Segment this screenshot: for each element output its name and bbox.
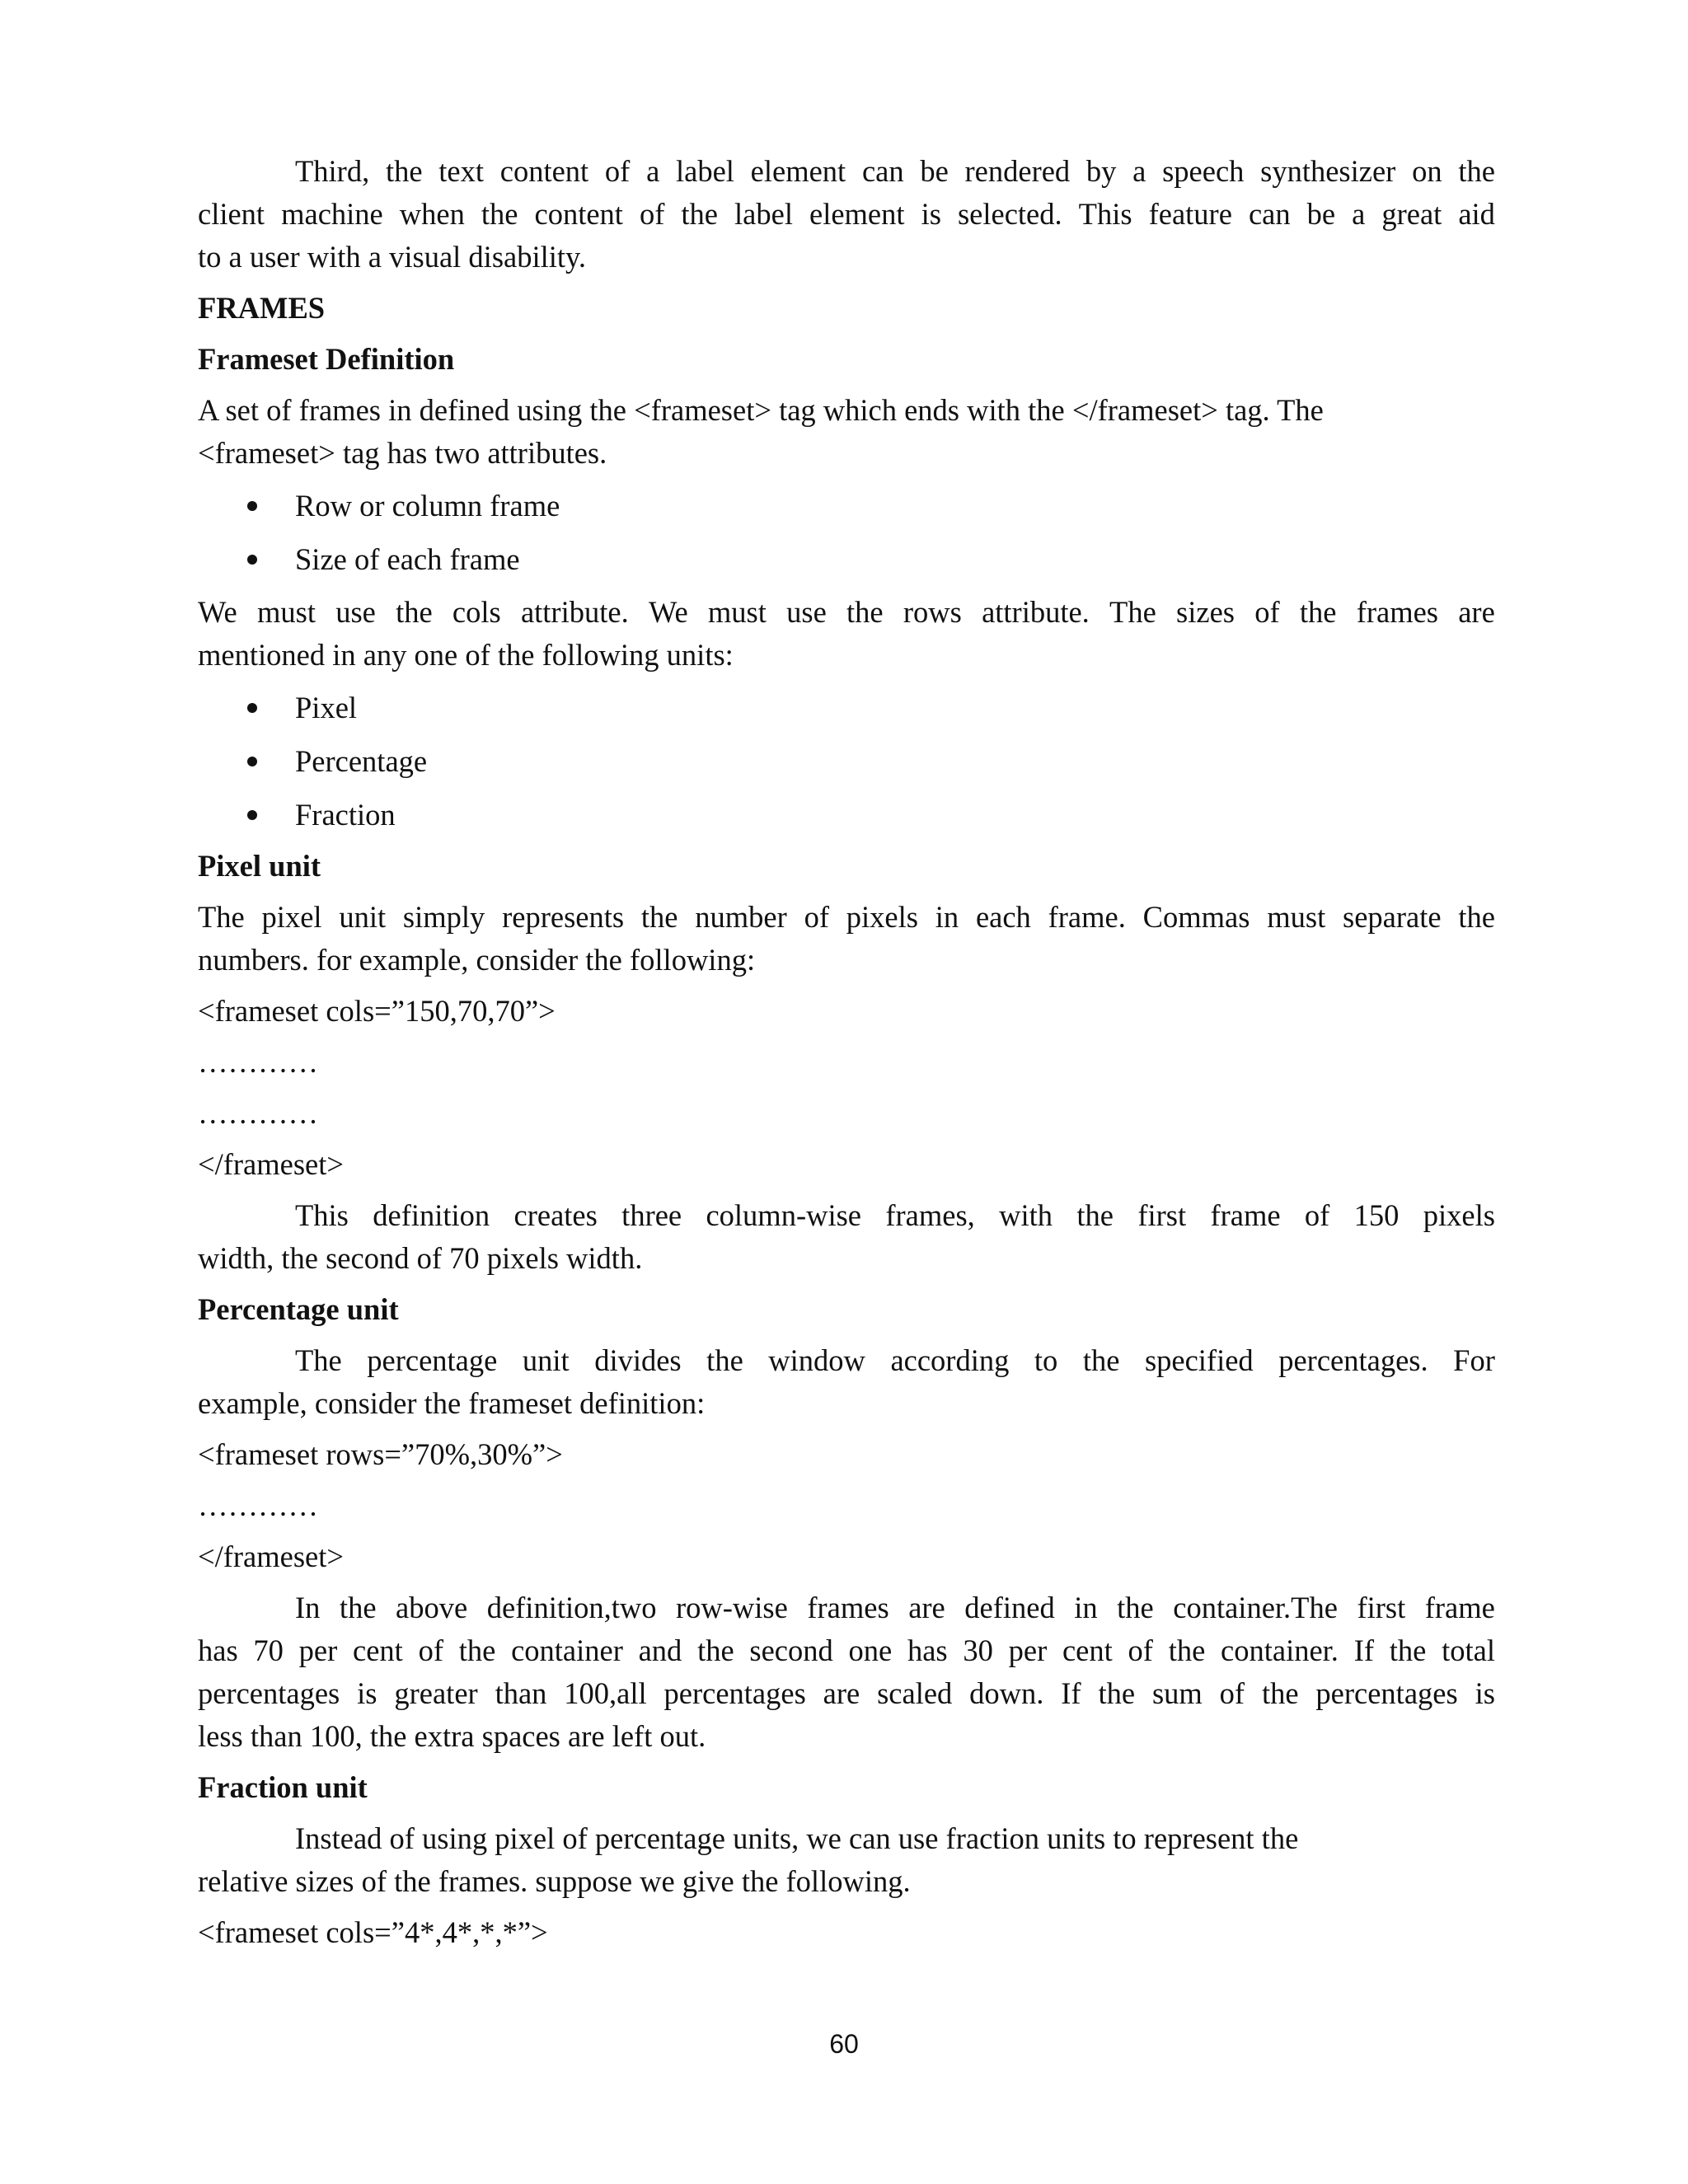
word: must — [256, 595, 316, 629]
word: the — [1389, 1633, 1427, 1667]
unit-list-item: Fraction — [295, 798, 396, 832]
page-number: 60 — [829, 2029, 859, 2059]
word: above — [396, 1591, 468, 1624]
percentage-code-ellipsis: ………… — [198, 1488, 318, 1522]
word: In — [295, 1591, 321, 1624]
word: the — [1082, 1343, 1120, 1377]
word: 70 — [253, 1633, 284, 1667]
word: the — [640, 900, 678, 934]
bullet-icon — [247, 810, 257, 820]
frames-heading: FRAMES — [198, 291, 326, 325]
word: a — [1132, 154, 1146, 188]
word: Commas — [1142, 900, 1250, 934]
word: to — [1034, 1343, 1058, 1377]
word: in — [1074, 1591, 1098, 1624]
word: frame — [1210, 1198, 1281, 1232]
word: The — [295, 1343, 342, 1377]
word: the — [697, 1633, 734, 1667]
word: percentages — [1315, 1676, 1458, 1710]
word: scaled — [877, 1676, 953, 1710]
word: This — [295, 1198, 349, 1232]
word: selected. — [957, 197, 1062, 231]
percentage-unit-heading: Percentage unit — [198, 1292, 399, 1326]
word: attribute. — [982, 595, 1090, 629]
word: are — [1458, 595, 1495, 629]
word: down. — [969, 1676, 1044, 1710]
bullet-icon — [247, 703, 257, 713]
word: the — [396, 595, 433, 629]
word: are — [823, 1676, 860, 1710]
percentage-unit-line-4 — [198, 1633, 1495, 1667]
pixel-unit-line-4: width, the second of 70 pixels width. — [198, 1241, 643, 1275]
word: divides — [594, 1343, 682, 1377]
word: cent — [1062, 1633, 1113, 1667]
bullet-icon — [247, 757, 257, 766]
word: column-wise — [706, 1198, 862, 1232]
word: If — [1353, 1633, 1374, 1667]
word: pixel — [261, 900, 322, 934]
word: The — [1109, 595, 1156, 629]
frameset-definition-heading: Frameset Definition — [198, 342, 455, 376]
pixel-unit-heading: Pixel unit — [198, 849, 321, 883]
frameset-definition-line-1: A set of frames in defined using the <frameset> tag which ends with the </frameset> tag. The — [198, 393, 1324, 427]
word: pixels — [1423, 1198, 1495, 1232]
word: Third, — [295, 154, 370, 188]
word: the — [1299, 595, 1337, 629]
word: row-wise — [676, 1591, 788, 1624]
word: the — [1261, 1676, 1299, 1710]
word: We — [198, 595, 237, 629]
word: container. — [1221, 1633, 1339, 1667]
fraction-unit-line-1: Instead of using pixel of percentage units, we can use fraction units to represent the — [295, 1821, 1299, 1855]
fraction-code-open: <frameset cols=”4*,4*,*,*”> — [198, 1915, 548, 1949]
word: frames, — [885, 1198, 975, 1232]
word: percentages. — [1278, 1343, 1428, 1377]
word: number — [695, 900, 787, 934]
word: element — [809, 197, 905, 231]
word: definition,two — [486, 1591, 657, 1624]
pixel-unit-line-1 — [198, 902, 1495, 933]
word: the — [681, 197, 718, 231]
word: the — [458, 1633, 496, 1667]
word: machine — [281, 197, 383, 231]
percentage-unit-line-6: less than 100, the extra spaces are left out. — [198, 1719, 706, 1753]
percentage-unit-line-2: example, consider the frameset definition: — [198, 1386, 706, 1420]
word: rendered — [964, 154, 1071, 188]
word: of — [1254, 595, 1280, 629]
attribute-list-item: Size of each frame — [295, 542, 520, 576]
percentage-unit-line-1 — [295, 1343, 1495, 1377]
frameset-definition-line-2: <frameset> tag has two attributes. — [198, 436, 607, 470]
word: content — [534, 197, 623, 231]
word: use — [786, 595, 827, 629]
word: be — [920, 154, 949, 188]
word: represents — [502, 900, 625, 934]
word: total — [1442, 1633, 1495, 1667]
word: text — [438, 154, 485, 188]
word: has — [907, 1633, 948, 1667]
word: of — [639, 197, 665, 231]
frameset-definition-line-4: mentioned in any one of the following units: — [198, 638, 734, 672]
word: the — [1117, 1591, 1154, 1624]
word: second — [749, 1633, 833, 1667]
word: rows — [903, 595, 962, 629]
word: 30 — [963, 1633, 993, 1667]
fraction-unit-line-2: relative sizes of the frames. suppose we give the following. — [198, 1864, 911, 1898]
word: has — [198, 1633, 238, 1667]
word: speech — [1162, 154, 1245, 188]
word: greater — [394, 1676, 478, 1710]
word: first — [1357, 1591, 1406, 1624]
word: element — [750, 154, 846, 188]
word: sum — [1151, 1676, 1203, 1710]
word: percentages — [198, 1676, 340, 1710]
word: label — [676, 154, 734, 188]
fraction-unit-heading: Fraction unit — [198, 1770, 368, 1804]
pixel-code-ellipsis: ………… — [198, 1096, 318, 1130]
word: the — [1168, 1633, 1206, 1667]
word: a — [646, 154, 660, 188]
word: of — [1128, 1633, 1153, 1667]
word: the — [1458, 900, 1495, 934]
word: window — [768, 1343, 865, 1377]
pixel-unit-line-2: numbers. for example, consider the following: — [198, 943, 756, 977]
word: by — [1085, 154, 1117, 188]
word: container — [511, 1633, 623, 1667]
word: in — [935, 900, 959, 934]
intro-line-3: to a user with a visual disability. — [198, 240, 587, 274]
word: on — [1412, 154, 1442, 188]
word: is — [1475, 1676, 1495, 1710]
word: 150 — [1353, 1198, 1400, 1232]
word: the — [385, 154, 423, 188]
word: aid — [1458, 197, 1495, 231]
word: must — [1267, 900, 1326, 934]
word: We — [648, 595, 688, 629]
word: unit — [522, 1343, 570, 1377]
word: the — [339, 1591, 377, 1624]
word: the — [1098, 1676, 1136, 1710]
word: container.The — [1173, 1591, 1338, 1624]
word: of — [804, 900, 829, 934]
word: than — [495, 1676, 547, 1710]
word: the — [481, 197, 518, 231]
percentage-unit-line-3 — [295, 1593, 1495, 1624]
word: frame — [1424, 1591, 1495, 1624]
word: definition — [373, 1198, 490, 1232]
word: defined — [964, 1591, 1055, 1624]
word: frame. — [1048, 900, 1126, 934]
word: pixels — [846, 900, 918, 934]
word: the — [706, 1343, 743, 1377]
word: per — [298, 1633, 338, 1667]
word: If — [1061, 1676, 1081, 1710]
word: of — [418, 1633, 443, 1667]
word: is — [921, 197, 941, 231]
word: separate — [1343, 900, 1442, 934]
word: The — [198, 900, 245, 934]
intro-line-1 — [295, 154, 1495, 188]
pixel-unit-line-3 — [295, 1198, 1495, 1232]
word: label — [734, 197, 793, 231]
pixel-code-open: <frameset cols=”150,70,70”> — [198, 994, 556, 1028]
percentage-code-open: <frameset rows=”70%,30%”> — [198, 1437, 563, 1471]
word: frames — [1356, 595, 1438, 629]
intro-line-2 — [198, 199, 1495, 230]
word: can — [861, 154, 904, 188]
word: each — [975, 900, 1031, 934]
percentage-unit-line-5 — [198, 1676, 1495, 1710]
word: must — [707, 595, 767, 629]
pixel-code-ellipsis: ………… — [198, 1045, 318, 1079]
word: the — [1458, 154, 1495, 188]
word: a — [1352, 197, 1366, 231]
word: content — [499, 154, 589, 188]
word: creates — [513, 1198, 598, 1232]
word: of — [604, 154, 631, 188]
word: 100,all — [564, 1676, 647, 1710]
word: and — [638, 1633, 682, 1667]
word: sizes — [1176, 595, 1235, 629]
pixel-code-close: </frameset> — [198, 1147, 344, 1181]
word: unit — [339, 900, 387, 934]
unit-list-item: Pixel — [295, 691, 358, 724]
word: synthesizer — [1260, 154, 1396, 188]
attribute-list-item: Row or column frame — [295, 489, 560, 523]
word: client — [198, 197, 265, 231]
word: specified — [1144, 1343, 1254, 1377]
word: feature — [1148, 197, 1232, 231]
bullet-icon — [247, 501, 257, 511]
word: This — [1078, 197, 1132, 231]
word: when — [399, 197, 465, 231]
word: percentage — [367, 1343, 498, 1377]
word: be — [1306, 197, 1336, 231]
word: the — [846, 595, 884, 629]
word: the — [1076, 1198, 1114, 1232]
word: per — [1008, 1633, 1048, 1667]
word: of — [1219, 1676, 1245, 1710]
word: according — [890, 1343, 1010, 1377]
word: cols — [452, 595, 501, 629]
word: great — [1381, 197, 1442, 231]
word: three — [621, 1198, 682, 1232]
word: one — [848, 1633, 893, 1667]
word: of — [1304, 1198, 1330, 1232]
word: with — [999, 1198, 1053, 1232]
word: percentages — [663, 1676, 806, 1710]
word: use — [335, 595, 376, 629]
bullet-icon — [247, 555, 257, 565]
unit-list-item: Percentage — [295, 744, 428, 778]
word: simply — [402, 900, 485, 934]
word: can — [1248, 197, 1291, 231]
word: For — [1453, 1343, 1495, 1377]
word: attribute. — [520, 595, 629, 629]
word: cent — [353, 1633, 403, 1667]
word: first — [1137, 1198, 1187, 1232]
frameset-definition-line-3 — [198, 595, 1495, 629]
word: are — [908, 1591, 945, 1624]
word: frames — [807, 1591, 889, 1624]
percentage-code-close: </frameset> — [198, 1540, 344, 1573]
word: is — [357, 1676, 377, 1710]
